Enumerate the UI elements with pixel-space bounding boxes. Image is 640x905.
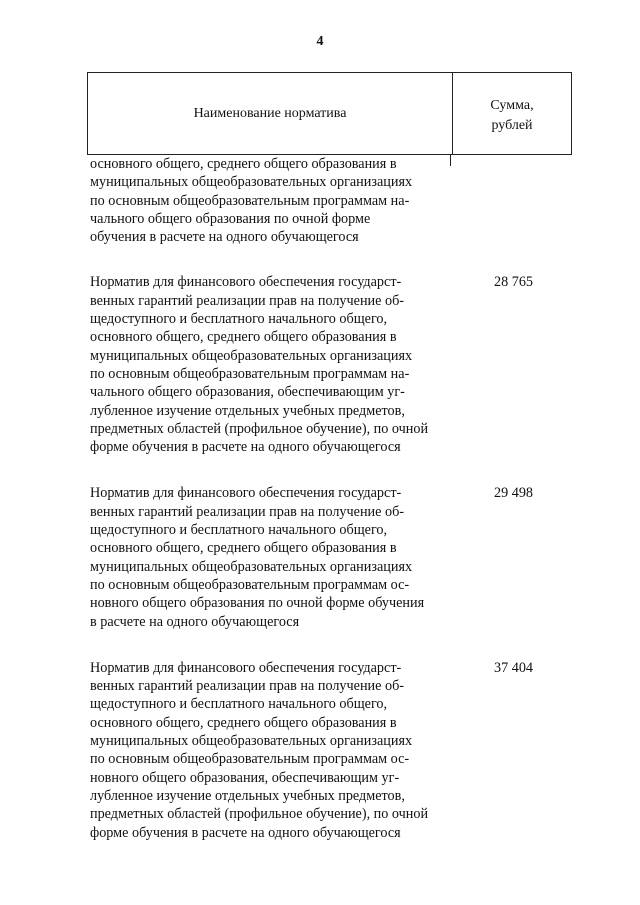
row-line: щедоступного и бесплатного начального общего, (90, 311, 388, 328)
row-line: форме обучения в расчете на одного обучающегося (90, 824, 401, 841)
row-line: новного общего образования по очной форме обучения (90, 595, 425, 612)
row-line: по основным общеобразовательным программам ос- (90, 576, 410, 593)
row-name (87, 484, 447, 630)
row-line: в расчете на одного обучающегося (90, 613, 300, 630)
row-line: по основным общеобразовательным программам на- (90, 365, 410, 382)
table-header (87, 72, 572, 155)
row-line: муниципальных общеобразовательных организациях (90, 347, 413, 364)
table-row (87, 155, 572, 246)
row-line: предметных областей (профильное обучение), по очной (90, 420, 429, 437)
header-sum-line1: Сумма, (490, 97, 534, 113)
row-line: основного общего, среднего общего образования в (90, 156, 397, 172)
row-line: основного общего, среднего общего образования в (90, 714, 397, 731)
row-line: чального общего образования по очной форме (90, 210, 371, 227)
row-name (87, 155, 447, 246)
row-line: Норматив для финансового обеспечения государст- (90, 485, 402, 502)
row-line: предметных областей (профильное обучение), по очной (90, 806, 429, 823)
header-sum-line2: рублей (491, 117, 533, 133)
row-line: форме обучения в расчете на одного обучающегося (90, 439, 401, 456)
header-sum-column (453, 73, 571, 154)
row-line: венных гарантий реализации прав на получение об- (90, 503, 405, 520)
column-divider-stub (450, 154, 451, 166)
row-line: щедоступного и бесплатного начального общего, (90, 696, 388, 713)
row-line: лубленное изучение отдельных учебных предметов, (90, 787, 405, 804)
row-amount: 29 498 (493, 485, 533, 502)
table-row (87, 484, 572, 630)
row-line: новного общего образования, обеспечивающим уг- (90, 769, 400, 786)
table-row (87, 273, 572, 456)
page-number: 4 (316, 34, 324, 49)
row-line: муниципальных общеобразовательных организациях (90, 733, 413, 750)
row-line: муниципальных общеобразовательных организациях (90, 174, 413, 191)
row-line: по основным общеобразовательным программам на- (90, 192, 410, 209)
row-line: Норматив для финансового обеспечения государст- (90, 274, 402, 291)
normatives-table (87, 72, 572, 842)
row-line: лубленное изучение отдельных учебных предметов, (90, 402, 405, 419)
row-line: венных гарантий реализации прав на получение об- (90, 292, 405, 309)
row-line: Норматив для финансового обеспечения государст- (90, 659, 402, 676)
row-line: по основным общеобразовательным программам ос- (90, 751, 410, 768)
table-row (87, 659, 572, 842)
row-name (87, 659, 447, 842)
row-line: обучения в расчете на одного обучающегося (90, 229, 359, 246)
row-line: чального общего образования, обеспечивающим уг- (90, 384, 405, 401)
row-line: щедоступного и бесплатного начального общего, (90, 522, 388, 539)
row-amount (447, 155, 572, 246)
row-line: основного общего, среднего общего образования в (90, 329, 397, 346)
row-name (87, 273, 447, 456)
row-amount: 37 404 (493, 659, 533, 676)
row-line: венных гарантий реализации прав на получение об- (90, 678, 405, 695)
row-amount: 28 765 (493, 274, 533, 291)
row-line: муниципальных общеобразовательных организациях (90, 558, 413, 575)
header-name-column: Наименование норматива (88, 73, 453, 154)
row-line: основного общего, среднего общего образования в (90, 540, 397, 557)
